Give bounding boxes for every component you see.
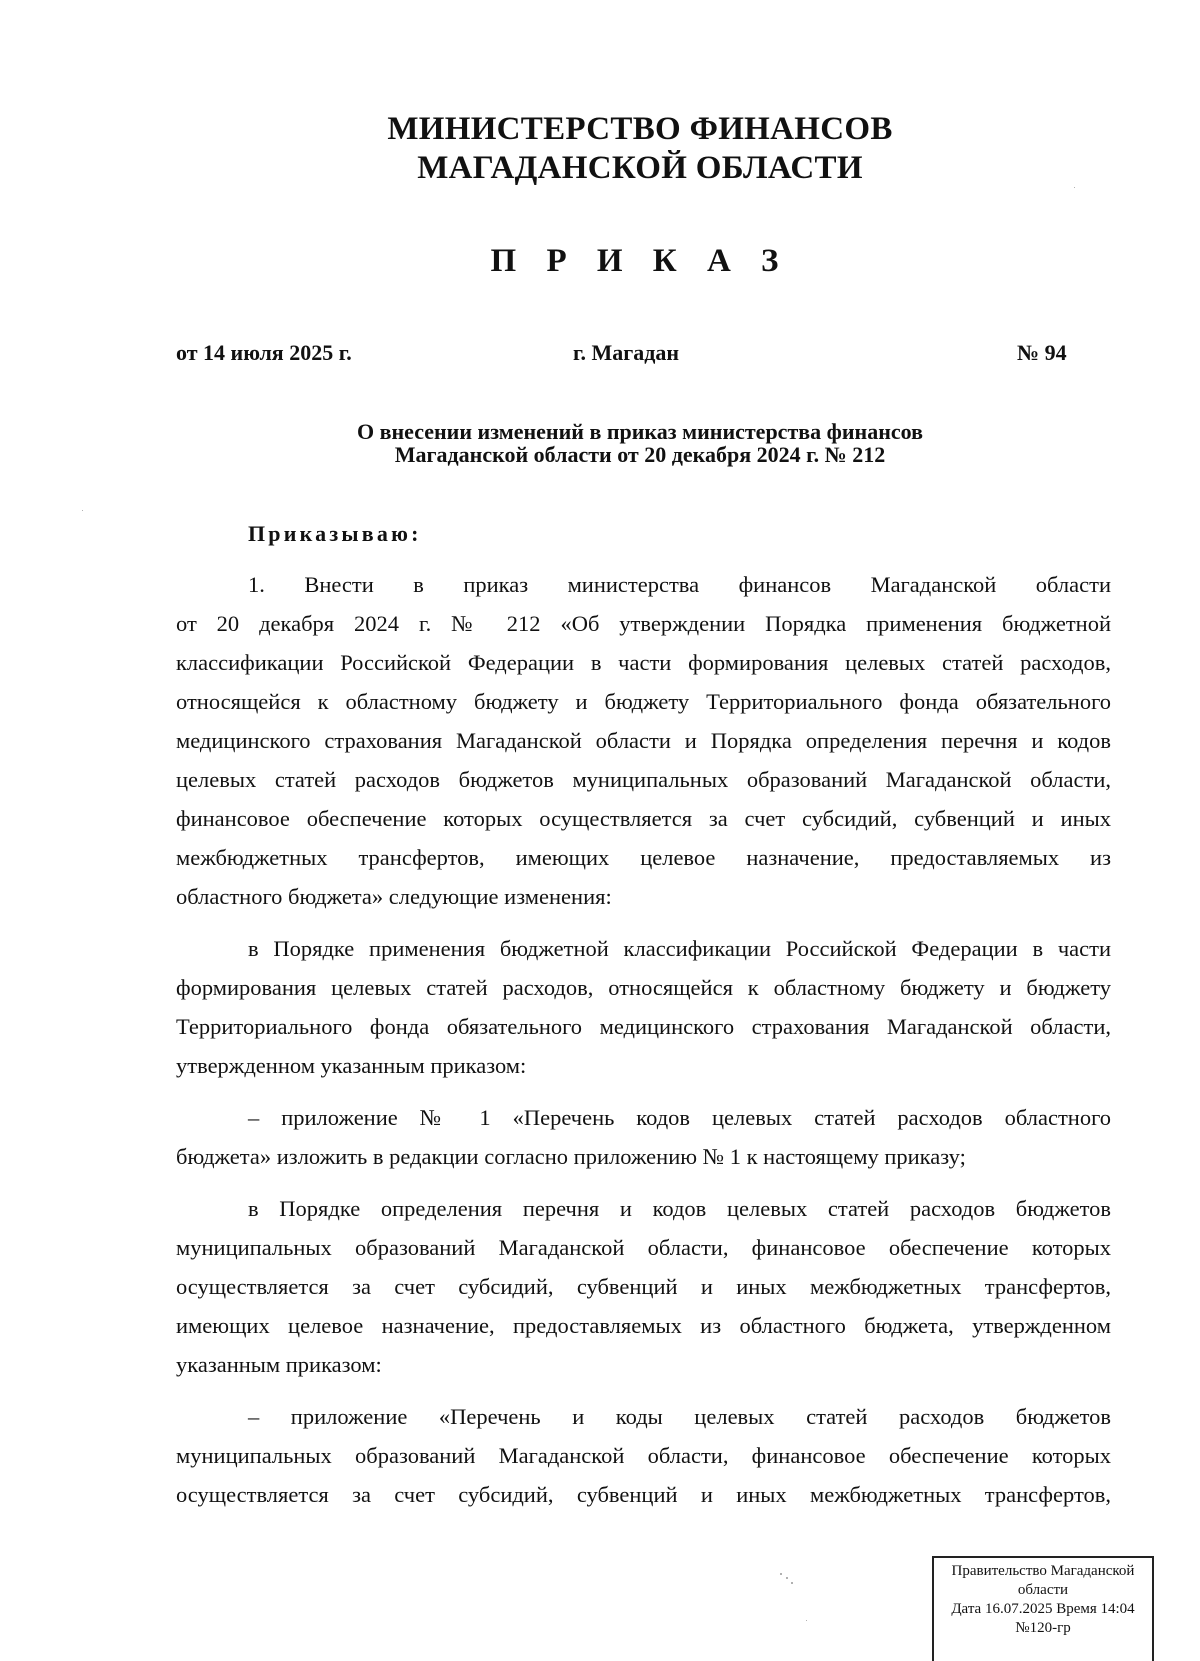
scan-speck bbox=[786, 1577, 788, 1579]
body-line: относящейся к областному бюджету и бюджету Территориального фонда обязательного bbox=[176, 689, 1111, 714]
body-line: Территориального фонда обязательного медицинского страхования Магаданской области, bbox=[176, 1014, 1111, 1039]
body-line: осуществляется за счет субсидий, субвенций и иных межбюджетных трансфертов, bbox=[176, 1482, 1111, 1507]
registration-stamp bbox=[932, 1556, 1154, 1661]
order-city: г. Магадан bbox=[573, 340, 680, 365]
body-line: медицинского страхования Магаданской области и Порядка определения перечня и кодов bbox=[176, 728, 1111, 753]
body-line: – приложение № 1 «Перечень кодов целевых статей расходов областного bbox=[248, 1105, 1111, 1130]
body-line: бюджета» изложить в редакции согласно приложению № 1 к настоящему приказу; bbox=[176, 1144, 966, 1169]
body-line: муниципальных образований Магаданской области, финансовое обеспечение которых bbox=[176, 1235, 1111, 1260]
body-line: осуществляется за счет субсидий, субвенций и иных межбюджетных трансфертов, bbox=[176, 1274, 1111, 1299]
scan-speck bbox=[82, 510, 83, 511]
body-line: межбюджетных трансфертов, имеющих целевое назначение, предоставляемых из bbox=[176, 845, 1111, 870]
ministry-name-line-2: МАГАДАНСКОЙ ОБЛАСТИ bbox=[417, 150, 863, 186]
body-line: в Порядке применения бюджетной классификации Российской Федерации в части bbox=[248, 936, 1111, 961]
body-line: целевых статей расходов бюджетов муниципальных образований Магаданской области, bbox=[176, 767, 1111, 792]
body-line: формирования целевых статей расходов, относящейся к областному бюджету и бюджету bbox=[176, 975, 1111, 1000]
body-line: областного бюджета» следующие изменения: bbox=[176, 884, 612, 909]
order-subject-line-1: О внесении изменений в приказ министерства финансов bbox=[357, 419, 923, 444]
body-line: указанным приказом: bbox=[176, 1352, 382, 1377]
scan-speck bbox=[806, 1620, 807, 1621]
scan-speck bbox=[791, 1582, 793, 1584]
scan-speck bbox=[780, 1573, 782, 1575]
order-number: № 94 bbox=[1017, 340, 1067, 365]
stamp-line-1: Правительство Магаданской bbox=[951, 1563, 1135, 1579]
order-date: от 14 июля 2025 г. bbox=[176, 340, 352, 365]
body-line: утвержденном указанным приказом: bbox=[176, 1053, 527, 1078]
body-line: в Порядке определения перечня и кодов целевых статей расходов бюджетов bbox=[248, 1196, 1111, 1221]
stamp-line-4: №120-гр bbox=[1015, 1620, 1071, 1636]
body-line: финансовое обеспечение которых осуществляется за счет субсидий, субвенций и иных bbox=[176, 806, 1111, 831]
body-line: 1. Внести в приказ министерства финансов Магаданской области bbox=[248, 572, 1111, 597]
orders-word: Приказываю: bbox=[248, 521, 422, 546]
stamp-line-3: Дата 16.07.2025 Время 14:04 bbox=[951, 1601, 1135, 1617]
body-line: от 20 декабря 2024 г. № 212 «Об утверждении Порядка применения бюджетной bbox=[176, 611, 1111, 636]
body-line: – приложение «Перечень и коды целевых статей расходов бюджетов bbox=[248, 1404, 1111, 1429]
order-title: П Р И К А З bbox=[490, 243, 790, 279]
ministry-name-line-1: МИНИСТЕРСТВО ФИНАНСОВ bbox=[387, 111, 893, 147]
stamp-line-2: области bbox=[1017, 1582, 1069, 1598]
body-line: имеющих целевое назначение, предоставляемых из областного бюджета, утвержденном bbox=[176, 1313, 1111, 1338]
order-subject-line-2: Магаданской области от 20 декабря 2024 г. № 212 bbox=[394, 442, 886, 467]
scan-speck bbox=[1074, 187, 1075, 188]
body-line: классификации Российской Федерации в части формирования целевых статей расходов, bbox=[176, 650, 1111, 675]
body-line: муниципальных образований Магаданской области, финансовое обеспечение которых bbox=[176, 1443, 1111, 1468]
